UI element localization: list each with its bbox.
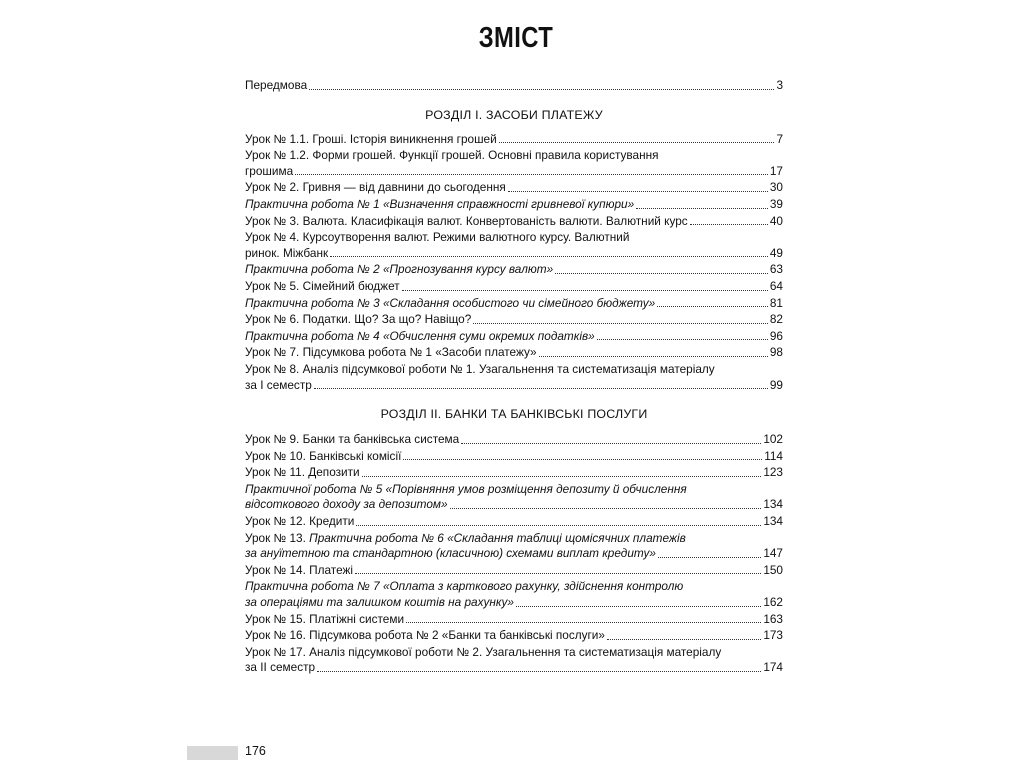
toc-entry-page: 82 [769,312,783,327]
toc-entry[interactable] [245,196,783,213]
dot-leader [450,508,762,509]
toc-entry-label: Урок № 9. Банки та банківська система [245,432,460,447]
toc-entry-label: Урок № 16. Підсумкова робота № 2 «Банки та банківські послуги» [245,628,605,643]
page-title: ЗМІСТ [478,22,554,54]
toc-entry-label: Урок № 4. Курсоутворення валют. Режими валютного курсу. Валютний [245,230,630,245]
toc-entry[interactable] [245,361,783,393]
dot-leader [317,671,761,672]
toc-entry-page: 163 [763,611,783,626]
toc-entry[interactable] [245,578,783,610]
section-heading: РОЗДІЛ І. ЗАСОБИ ПЛАТЕЖУ [425,107,603,122]
toc-entry-label: Практична робота № 3 «Складання особистого чи сімейного бюджету» [245,295,656,310]
toc-entry-label-cont: за ІІ семестр [245,660,316,675]
dot-leader [539,356,768,357]
toc-entry[interactable] [245,147,783,179]
toc-entry-page: 7 [776,131,783,146]
toc-entry-label: Практична робота № 4 «Обчислення суми окремих податків» [245,328,595,343]
toc-entry-label: Урок № 11. Депозити [245,465,360,480]
toc-entry-label: Практична робота № 6 «Складання таблиці щомісячних платежів [309,530,686,545]
dot-leader [516,606,761,607]
dot-leader [406,622,761,623]
toc-entry-label-cont: за І семестр [245,377,312,392]
toc-entry[interactable] [245,179,783,196]
page-number: 176 [245,744,266,758]
toc-entry[interactable] [245,431,783,448]
toc-entry-page: 150 [763,562,783,577]
toc-entry-label: Урок № 3. Валюта. Класифікація валют. Конвертованість валюти. Валютний курс [245,213,688,228]
dot-leader [355,573,761,574]
toc-entry[interactable] [245,627,783,644]
toc-entry-page: 63 [769,262,783,277]
toc-entry[interactable] [245,328,783,345]
toc-entry-label: Урок № 8. Аналіз підсумкової роботи № 1. Узагальнення та систематизація матеріалу [245,361,715,376]
toc-entry[interactable] [245,464,783,481]
toc-entry-label: Урок № 17. Аналіз підсумкової роботи № 2. Узагальнення та систематизація матеріалу [245,644,722,659]
toc-entry-preface[interactable] [245,77,783,94]
dot-leader [362,476,762,477]
section-heading: РОЗДІЛ ІІ. БАНКИ ТА БАНКІВСЬКІ ПОСЛУГИ [380,407,648,422]
toc-entry[interactable] [245,644,783,676]
dot-leader [499,142,775,143]
toc-entry-page: 162 [763,595,783,610]
toc-entry-label: Передмова [245,78,308,92]
toc-entry-page: 98 [769,345,783,360]
dot-leader [330,256,768,257]
toc-entry-page: 134 [763,514,783,529]
toc-entry-page: 114 [764,448,783,463]
dot-leader [597,339,768,340]
toc-entry[interactable] [245,513,783,530]
toc-entry-page: 30 [769,180,783,195]
toc-entry[interactable] [245,131,783,148]
toc-entry-page: 173 [763,628,783,643]
table-of-contents [245,77,783,676]
toc-entry[interactable] [245,311,783,328]
dot-leader [403,459,762,460]
toc-entry-label-cont: за операціями та залишком коштів на рахунку» [245,595,514,610]
toc-entry[interactable] [245,229,783,261]
toc-entry-prefix: Урок № 13. [245,530,310,545]
toc-entry-label: Урок № 6. Податки. Що? За що? Навіщо? [245,312,472,327]
toc-entry-label: Урок № 10. Банківські комісії [245,448,402,463]
toc-entry-page: 99 [769,377,783,392]
toc-entry[interactable] [245,448,783,465]
toc-entry[interactable] [245,278,783,295]
toc-entry-page: 17 [769,163,783,178]
toc-entry-page: 123 [763,465,783,480]
toc-entry-page: 102 [763,432,783,447]
toc-entry-label-cont: ринок. Міжбанк [245,245,329,260]
toc-entry[interactable] [245,611,783,628]
toc-entry-label: Урок № 1.1. Гроші. Історія виникнення грошей [245,131,497,146]
toc-entry-page: 3 [776,78,783,92]
toc-entry-label-cont: за ануїтетною та стандартною (класичною) схемами виплат кредиту» [245,546,656,561]
toc-entry-label: Практична робота № 2 «Прогнозування курсу валют» [245,262,554,277]
dot-leader [314,388,768,389]
dot-leader [356,525,761,526]
toc-entry-label-cont: відсоткового доходу за депозитом» [245,497,448,512]
toc-entry-page: 81 [769,295,783,310]
dot-leader [461,443,761,444]
toc-entry-label-cont: грошима [245,163,294,178]
toc-entry-page: 49 [769,245,783,260]
dot-leader [473,323,768,324]
toc-entry[interactable] [245,481,783,513]
dot-leader [636,208,768,209]
toc-entry-label: Урок № 12. Кредити [245,514,355,529]
toc-entry-page: 40 [769,213,783,228]
toc-entry-page: 96 [769,328,783,343]
toc-entry-label: Практична робота № 7 «Оплата з карткового рахунку, здійснення контролю [245,579,684,594]
toc-entry-label: Урок № 2. Гривня — від давнини до сьогодення [245,180,506,195]
dot-leader [555,273,768,274]
dot-leader [309,89,774,90]
dot-leader [508,191,768,192]
dot-leader [658,557,761,558]
toc-entry[interactable] [245,261,783,278]
dot-leader [657,306,768,307]
toc-entry[interactable] [245,562,783,579]
toc-entry-label: Практичної робота № 5 «Порівняння умов розміщення депозиту й обчислення [245,481,687,496]
dot-leader [402,290,768,291]
toc-entry[interactable] [245,530,783,562]
toc-entry[interactable] [245,295,783,312]
toc-entry[interactable] [245,344,783,361]
dot-leader [295,174,768,175]
toc-entry-label: Практична робота № 1 «Визначення справжності гривневої купюри» [245,196,635,211]
toc-entry-page: 134 [763,497,783,512]
dot-leader [690,224,768,225]
dot-leader [607,639,761,640]
toc-entry-page: 39 [769,196,783,211]
toc-entry-label: Урок № 14. Платежі [245,562,354,577]
toc-entry-label: Урок № 1.2. Форми грошей. Функції грошей. Основні правила користування [245,148,659,163]
toc-entry-page: 174 [763,660,783,675]
toc-entry-label: Урок № 7. Підсумкова робота № 1 «Засоби платежу» [245,345,537,360]
toc-entry-page: 147 [763,546,783,561]
toc-entry-label: Урок № 15. Платіжні системи [245,611,405,626]
footer-bar [187,746,238,760]
toc-entry-label: Урок № 5. Сімейний бюджет [245,278,400,293]
toc-entry[interactable] [245,213,783,230]
toc-entry-page: 64 [769,278,783,293]
